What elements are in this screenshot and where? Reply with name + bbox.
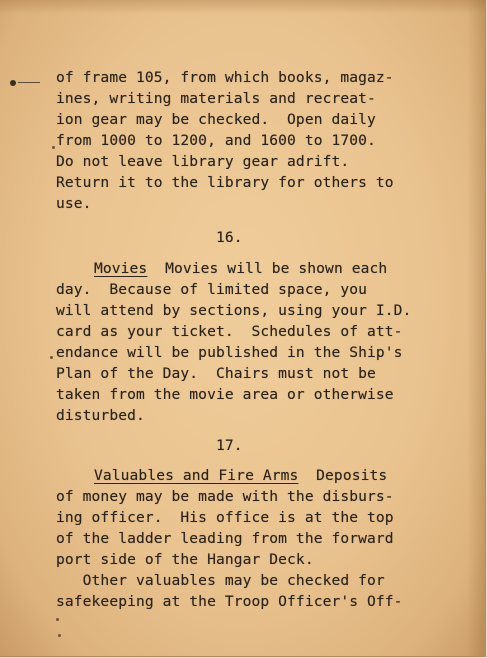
text-line: of the ladder leading from the forward [56, 530, 394, 547]
text-line: ing officer. His office is at the top [56, 509, 394, 526]
bullet-mark [10, 80, 16, 86]
text-line: Return it to the library for others to [56, 174, 394, 191]
ink-speck [58, 634, 61, 637]
text-line: taken from the movie area or otherwise [56, 386, 394, 403]
text-line: Other valuables may be checked for [56, 572, 385, 589]
section-16-title: Movies [94, 260, 148, 277]
section-17-first-line-text: Deposits [298, 467, 388, 484]
section-16-first-line-text: Movies will be shown each [147, 260, 388, 277]
section-17-first-line [94, 466, 387, 486]
text-line: of money may be made with the disburs- [56, 488, 394, 505]
section-number-16: 16. [216, 229, 243, 246]
text-line: disturbed. [56, 407, 145, 424]
text-line: card as your ticket. Schedules of att- [56, 323, 403, 340]
dash-mark [18, 82, 40, 83]
section-16-first-line [94, 259, 387, 279]
text-line: ion gear may be checked. Open daily [56, 111, 376, 128]
section-number-17: 17. [216, 437, 243, 454]
ink-speck [50, 356, 53, 359]
text-line: from 1000 to 1200, and 1600 to 1700. [56, 132, 376, 149]
text-line: safekeeping at the Troop Officer's Off- [56, 593, 403, 610]
text-line: use. [56, 195, 92, 212]
text-line: of frame 105, from which books, magaz- [56, 69, 394, 86]
ink-speck [52, 146, 55, 149]
text-line: Do not leave library gear adrift. [56, 153, 350, 170]
text-line: port side of the Hangar Deck. [56, 551, 314, 568]
text-line: will attend by sections, using your I.D. [56, 302, 412, 319]
text-line: ines, writing materials and recreat- [56, 90, 376, 107]
text-line: Plan of the Day. Chairs must not be [56, 365, 376, 382]
ink-speck [56, 618, 59, 621]
text-line: day. Because of limited space, you [56, 281, 368, 298]
section-17-title: Valuables and Fire Arms [94, 467, 299, 484]
text-line: endance will be published in the Ship's [56, 344, 403, 361]
